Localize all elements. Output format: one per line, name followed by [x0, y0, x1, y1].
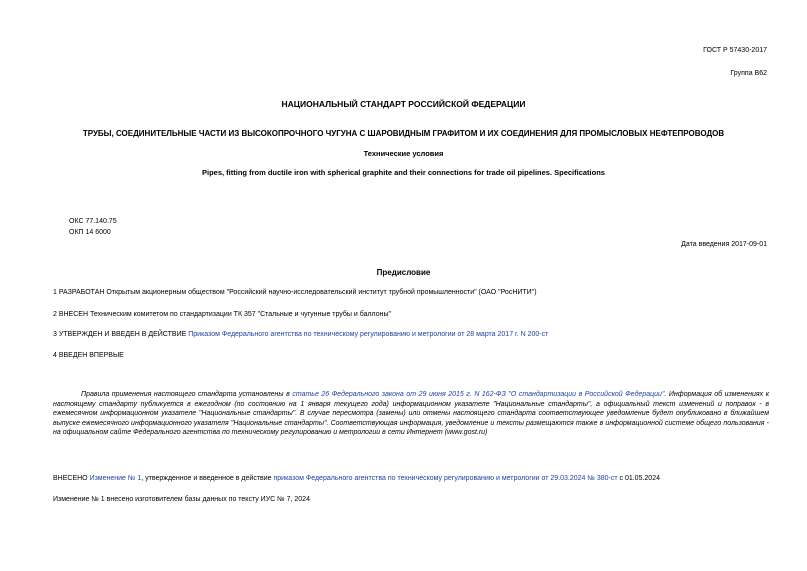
rules-text-1: Правила применения настоящего стандарта установлены в — [81, 391, 293, 398]
order-link-2017[interactable]: Приказом Федерального агентства по техническому регулированию и метрологии от 28 марта 2017 г. N 200-ст — [188, 331, 549, 338]
oks-code: ОКС 77.140.75 — [69, 218, 117, 225]
amendment-middle: , утвержденное и введенное в действие — [141, 475, 274, 482]
rules-text-2: . Информация об изменениях к настоящему стандарту публикуется в ежегодном (по состоянию на 1 января текущего года) информационном указателе "Национальные стандарты", а официальный текст изменений и поправок - в ежемесячном информационном указателе "Национальные стандарты". В случае пересмотра (замены) или отмены настоящего стандарта соответствующее уведомление будет опубликовано в ближайшем выпуске ежемесячного информационного указателя "Национальные стандарты". Соответствующая информация, уведомление и тексты размещаются также в информационной системе общего пользования - на официальном сайте Федерального агентства по техническому регулированию и метрологии в сети Интернет (www.gost.ru) — [53, 391, 770, 437]
amendment-1-link[interactable]: Изменение № 1 — [89, 475, 142, 482]
document-title-ru: ТРУБЫ, СОЕДИНИТЕЛЬНЫЕ ЧАСТИ ИЗ ВЫСОКОПРОЧНОГО ЧУГУНА С ШАРОВИДНЫМ ГРАФИТОМ И ИХ СОЕДИНЕНИЯ ДЛЯ ПРОМЫСЛОВЫХ НЕФТЕПРОВОДОВ — [82, 129, 725, 138]
preface-item-3-text: 3 УТВЕРЖДЕН И ВВЕДЕН В ДЕЙСТВИЕ — [53, 331, 189, 338]
standard-number: ГОСТ Р 57430-2017 — [703, 47, 767, 54]
preface-heading: Предисловие — [376, 268, 431, 277]
amendment-suffix: с 01.05.2024 — [617, 475, 660, 482]
document-title-en: Pipes, fitting from ductile iron with spherical graphite and their connections for trade oil pipelines. Specifications — [202, 168, 605, 177]
preface-item-2: 2 ВНЕСЕН Техническим комитетом по стандартизации ТК 357 "Стальные и чугунные трубы и баллоны" — [53, 311, 391, 318]
amendment-prefix: ВНЕСЕНО — [53, 475, 90, 482]
intro-date: Дата введения 2017-09-01 — [681, 241, 767, 248]
amendment-line — [53, 474, 660, 483]
preface-item-1: 1 РАЗРАБОТАН Открытым акционерным обществом "Российский научно-исследовательский институт трубной промышленности" (ОАО "РосНИТИ") — [53, 289, 537, 296]
document-subtitle-ru: Технические условия — [363, 149, 444, 158]
group-code: Группа В62 — [730, 70, 767, 77]
amendment-note: Изменение № 1 внесено изготовителем базы данных по тексту ИУС № 7, 2024 — [53, 496, 310, 503]
okp-code: ОКП 14 6000 — [69, 229, 111, 236]
preface-item-4: 4 ВВЕДЕН ВПЕРВЫЕ — [53, 352, 124, 359]
national-standard-heading: НАЦИОНАЛЬНЫЙ СТАНДАРТ РОССИЙСКОЙ ФЕДЕРАЦИИ — [281, 99, 526, 109]
preface-item-3 — [53, 330, 548, 339]
federal-law-link[interactable]: статье 26 Федерального закона от 29 июня 2015 г. N 162-ФЗ "О стандартизации в Российской Федерации" — [292, 391, 665, 398]
order-link-2024[interactable]: приказом Федерального агентства по техническому регулированию и метрологии от 29.03.2024 № 380-ст — [273, 475, 618, 482]
rules-paragraph — [53, 390, 769, 438]
